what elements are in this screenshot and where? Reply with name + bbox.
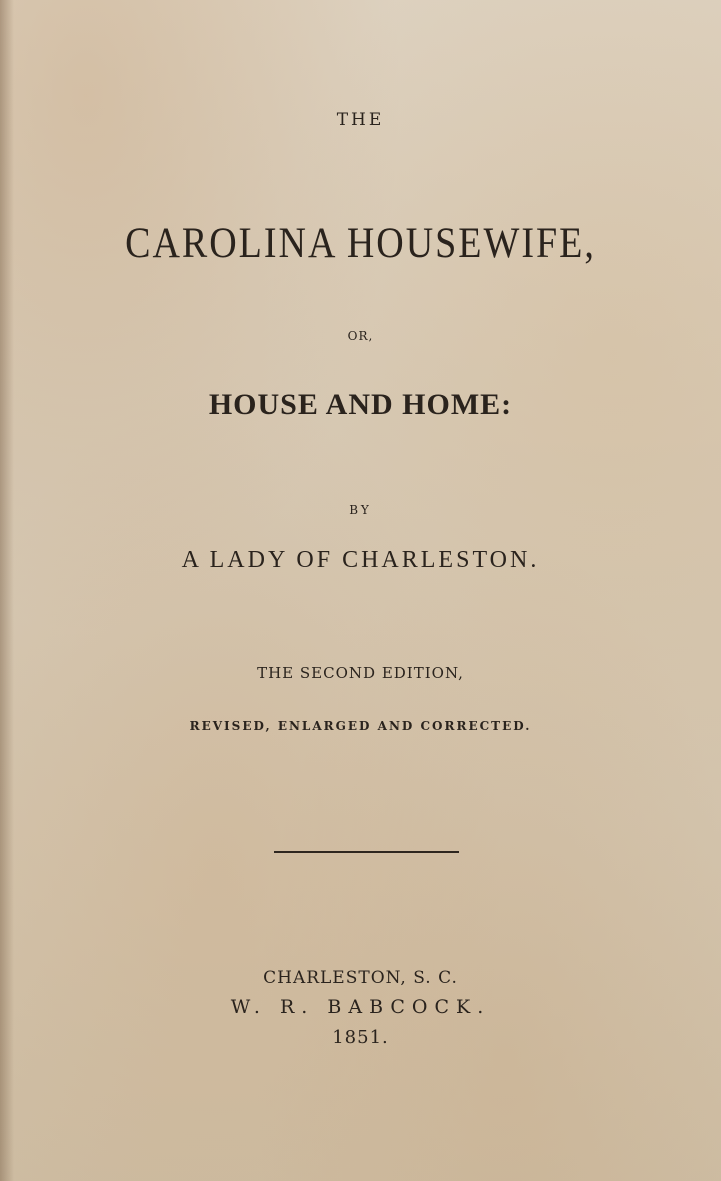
title-conjunction: OR, [347,329,374,343]
byline-label: BY [349,503,372,517]
publication-year: 1851. [332,1027,389,1048]
divider-rule [274,851,459,853]
title-article: THE [336,110,385,130]
edition: THE SECOND EDITION, [257,664,464,682]
publisher: W. R. BABCOCK. [230,996,491,1018]
publication-place: CHARLESTON, S. C. [263,968,458,988]
author: A LADY OF CHARLESTON. [181,547,540,573]
main-title: CAROLINA HOUSEWIFE, [125,218,596,268]
revision-note: REVISED, ENLARGED AND CORRECTED. [189,719,532,733]
subtitle: HOUSE AND HOME: [208,388,513,421]
